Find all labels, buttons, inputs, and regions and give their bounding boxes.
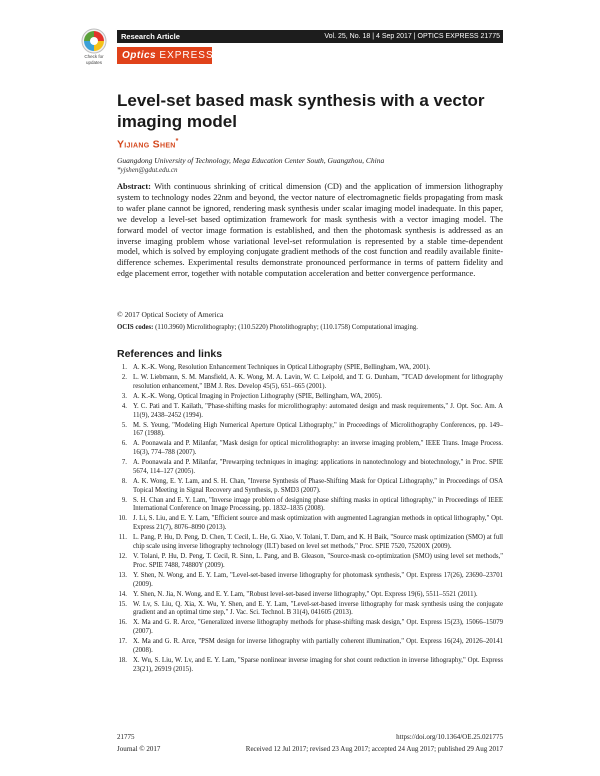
email-link[interactable]: *yjshen@gdut.edu.cn bbox=[117, 166, 178, 174]
ocis-label: OCIS codes: bbox=[117, 324, 154, 331]
reference-item bbox=[117, 422, 503, 440]
reference-text: S. H. Chan and E. Y. Lam, "Inverse image problem of designing phase shifting masks in optical lithography," in Proceedings of IEEE International Conference on Image Processing, pp. 1832–1835 (2008). bbox=[133, 496, 503, 513]
footer-journal-copyright: Journal © 2017 bbox=[117, 745, 161, 753]
reference-number: 14. bbox=[118, 590, 127, 598]
affiliation: Guangdong University of Technology, Mega Education Center South, Guangzhou, China bbox=[117, 156, 385, 165]
reference-number: 6. bbox=[121, 440, 127, 448]
reference-item bbox=[117, 374, 503, 392]
reference-number: 7. bbox=[121, 459, 127, 467]
reference-number: 17. bbox=[118, 638, 127, 646]
reference-text: M. S. Yeung, "Modeling High Numerical Aperture Optical Lithography," in Proceedings of Microlithography Conferences, pp. 149–167 (1988). bbox=[133, 421, 503, 438]
reference-text: Y. Shen, N. Jia, N. Wong, and E. Y. Lam, "Robust level-set-based inverse lithography," Opt. Express 19(6), 5511–5521 (2011). bbox=[133, 590, 478, 598]
article-type: Research Article bbox=[121, 32, 180, 41]
footer-doi-link[interactable]: https://doi.org/10.1364/OE.25.021775 bbox=[396, 733, 503, 741]
journal-prefix: Optics bbox=[122, 50, 157, 61]
reference-number: 15. bbox=[118, 600, 127, 608]
reference-item bbox=[117, 459, 503, 477]
reference-text: W. Lv, S. Liu, Q. Xia, X. Wu, Y. Shen, and E. Y. Lam, "Level-set-based inverse lithography for mask synthesis using the conjugate gradient and an optimal time step," J. Vac. Sci. Technol. B 31(4), 041605 (2013). bbox=[133, 600, 503, 617]
reference-item bbox=[117, 478, 503, 496]
reference-number: 10. bbox=[118, 515, 127, 523]
reference-number: 11. bbox=[118, 534, 127, 542]
ocis-codes bbox=[117, 324, 418, 331]
paper-title: Level-set based mask synthesis with a vector imaging model bbox=[117, 91, 485, 131]
reference-item bbox=[117, 619, 503, 637]
reference-number: 9. bbox=[121, 496, 127, 504]
crossmark-label-line2: updates bbox=[85, 59, 102, 65]
reference-text: Y. C. Pati and T. Kailath, "Phase-shifting masks for microlithography: automated design and mask requirements," J. Opt. Soc. Am. A 11(9), 2438–2452 (1994). bbox=[133, 402, 503, 419]
reference-text: X. Ma and G. R. Arce, "PSM design for inverse lithography with partially coherent illumination," Opt. Express 16(24), 20126–20141 (2008). bbox=[133, 638, 503, 654]
reference-text: J. Li, S. Liu, and E. Y. Lam, "Efficient source and mask optimization with augmented Lagrangian methods in optical lithography," Opt. Express 21(7), 8076–8090 (2013). bbox=[133, 515, 503, 532]
reference-item bbox=[117, 553, 503, 571]
reference-item bbox=[117, 497, 503, 515]
reference-item bbox=[117, 403, 503, 421]
citation: Vol. 25, No. 18 | 4 Sep 2017 | OPTICS EXPRESS 21775 bbox=[324, 33, 500, 40]
references-list bbox=[117, 364, 503, 676]
reference-item bbox=[117, 534, 503, 552]
reference-number: 5. bbox=[121, 421, 127, 429]
reference-number: 8. bbox=[121, 477, 127, 485]
crossmark-label-line1: Check for bbox=[84, 54, 104, 59]
reference-text: A. K. Wong, E. Y. Lam, and S. H. Chan, "Inverse Synthesis of Phase-Shifting Mask for Optical Lithography," in Proceedings of OSA Topical Meeting in Signal Recovery and Synthesis, p. SMD3 (2007). bbox=[133, 477, 503, 494]
reference-item bbox=[117, 515, 503, 533]
ocis-text: (110.3960) Microlithography; (110.5220) Photolithography; (110.1758) Computational imaging. bbox=[155, 324, 418, 331]
reference-item bbox=[117, 364, 503, 373]
reference-number: 2. bbox=[121, 373, 127, 381]
copyright: © 2017 Optical Society of America bbox=[117, 310, 224, 319]
reference-item bbox=[117, 657, 503, 675]
reference-item bbox=[117, 601, 503, 619]
reference-item bbox=[117, 638, 503, 656]
reference-number: 18. bbox=[118, 656, 127, 664]
journal-suffix: EXPRESS bbox=[159, 50, 214, 61]
abstract-label: Abstract: bbox=[117, 182, 151, 191]
reference-item bbox=[117, 440, 503, 458]
reference-text: X. Ma and G. R. Arce, "Generalized inverse lithography methods for phase-shifting mask design," Opt. Express 15(23), 15066–15079 (2007). bbox=[133, 619, 503, 636]
reference-item bbox=[117, 572, 503, 590]
reference-number: 16. bbox=[118, 619, 127, 627]
reference-text: A. Poonawala and P. Milanfar, "Mask design for optical microlithography: an inverse imaging problem," IEEE Trans. Image Process. 16(3), 774–788 (2007). bbox=[133, 440, 503, 457]
author bbox=[117, 138, 179, 151]
crossmark-label bbox=[70, 54, 118, 65]
reference-number: 4. bbox=[121, 402, 127, 410]
footer-dates: Received 12 Jul 2017; revised 23 Aug 2017; accepted 24 Aug 2017; published 29 Aug 2017 bbox=[245, 745, 503, 753]
reference-number: 13. bbox=[118, 571, 127, 579]
reference-text: A. K.-K. Wong, Optical Imaging in Projection Lithography (SPIE, Bellingham, WA, 2005). bbox=[133, 392, 382, 400]
reference-text: L. Pang, P. Hu, D. Peng, D. Chen, T. Cecil, L. He, G. Xiao, V. Tolani, T. Dam, and K. H Baik, "Source mask optimization (SMO) at full chip scale using inverse lithography technology (ILT) based on level set methods," Proc. SPIE 7520, 75200X (2009). bbox=[133, 534, 503, 551]
reference-text: Y. Shen, N. Wong, and E. Y. Lam, "Level-set-based inverse lithography for photomask synthesis," Opt. Express 17(26), 23690–23701 (2009). bbox=[133, 571, 503, 588]
author-mark: * bbox=[175, 138, 179, 145]
abstract-text: With continuous shrinking of critical dimension (CD) and the application of immersion lithography system to technology nodes 22nm and beyond, the vector nature of electromagnetic fields propagating from mask to wafer plane cannot be ignored, rendering mask synthesis under scalar imaging model inadequate. In this paper, we develop a level-set based optimization framework for mask synthesis with a vector imaging model. The forward model of vector image formation is established, and then the photomask synthesis is addressed as an inverse imaging problem whose variational level-set reformulation is represented by a stable time-dependent model, which is solved by employing conjugate gradient methods of the cost function and readily available finite-difference schemes. Experimental results demonstrate pronounced performance in terms of pattern fidelity and edge placement error, together with notable computation acceleration and better convergence performance. bbox=[117, 182, 503, 279]
reference-number: 1. bbox=[121, 364, 127, 371]
reference-number: 3. bbox=[121, 392, 127, 400]
reference-item bbox=[117, 393, 503, 402]
author-name: Yijiang Shen bbox=[117, 138, 176, 151]
reference-text: L. W. Liebmann, S. M. Mansfield, A. K. Wong, M. A. Lavin, W. C. Leipold, and T. G. Dunham, "TCAD development for lithography resolution enhancement," IBM J. Res. Develop 45(5), 651–665 (2001). bbox=[133, 373, 503, 390]
reference-text: X. Wu, S. Liu, W. Lv, and E. Y. Lam, "Sparse nonlinear inverse imaging for shot count reduction in inverse lithography," Opt. Express 23(21), 26919 (2015). bbox=[133, 656, 503, 673]
journal-name bbox=[122, 49, 214, 62]
reference-item bbox=[117, 591, 503, 600]
reference-text: V. Tolani, P. Hu, D. Peng, T. Cecil, R. Sinn, L. Pang, and B. Gleason, "Source-mask co-optimization (SMO) using level set methods," Proc. SPIE 7488, 74880Y (2009). bbox=[133, 553, 503, 569]
footer-doc-id: 21775 bbox=[117, 733, 135, 741]
references-heading: References and links bbox=[117, 348, 223, 360]
abstract bbox=[117, 182, 503, 280]
reference-text: A. Poonawala and P. Milanfar, "Prewarping techniques in imaging: applications in nanotechnology and biotechnology," in Proc. SPIE 5674, 114–127 (2005). bbox=[133, 459, 503, 475]
reference-text: A. K.-K. Wong, Resolution Enhancement Techniques in Optical Lithography (SPIE, Bellingham, WA, 2001). bbox=[133, 364, 431, 371]
reference-number: 12. bbox=[118, 553, 127, 560]
